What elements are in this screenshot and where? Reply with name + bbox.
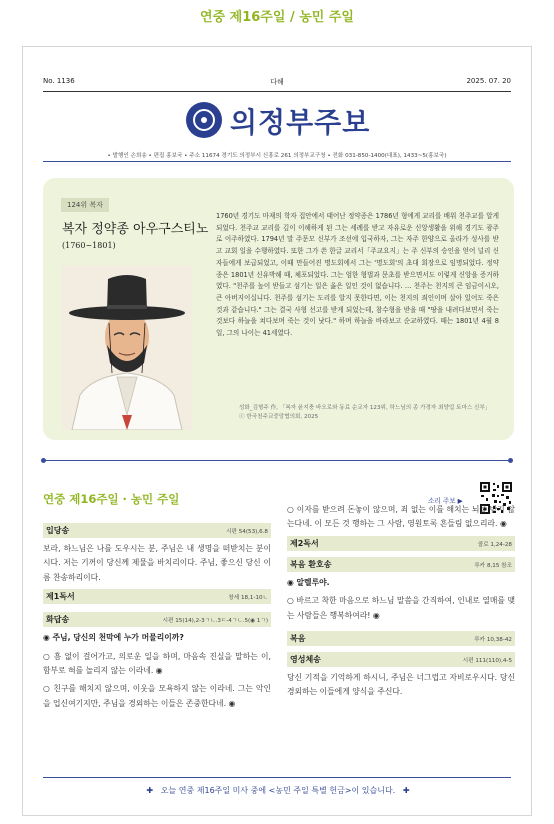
saint-portrait	[62, 265, 192, 430]
credit-artist: 성화_김형주 作, 「복자 윤지충 바오로와 동료 순교자 123위, 하느님의 종 가경자 최양업 토마스 신부」	[239, 405, 491, 411]
issue-date: 2025. 07. 20	[466, 77, 511, 85]
second-reading-header: 제2독서 콜로 1,24-28	[287, 536, 515, 551]
first-reading-header: 제1독서 창세 18,1-10ㄴ	[43, 589, 271, 604]
communion-antiphon-header: 영성체송 시편 111(110),4-5	[287, 652, 515, 667]
bulletin-sheet	[22, 46, 532, 816]
gospel-header: 복음 루카 10,38-42	[287, 631, 515, 646]
saint-years: (1760~1801)	[62, 241, 116, 250]
bulletin-title: 의정부주보	[230, 106, 371, 139]
communion-antiphon-text: 당신 기적을 기억하게 하시니, 주님은 너그럽고 자비로우시다. 당신 경외하는 이들에게 양식을 주신다.	[287, 673, 515, 697]
publisher-line: • 발행인 손희송 • 편집 홍보국 • 주소 11674 경기도 의정부시 신흥로 261 의정부교구청 • 전화 031-850-1400(대표), 1433~5(홍보국)	[107, 153, 447, 159]
announcement-text: 오늘 연중 제16주일 미사 중에 <농민 주일 특별 헌금>이 있습니다.	[160, 786, 396, 795]
psalm-verse-3: ○ 이자를 받으려 돈놓이 않으며, 죄 없는 이를 해치는 뇌물 받지 않는다네. 이 모든 것 행하는 그 사람, 영원토록 흔들림 없으리라. ◉	[287, 505, 515, 529]
masthead	[23, 99, 533, 143]
psalm-header: 화답송 시편 15(14),2-3ㄱㄴ.3ㄷ-4ㄱㄴ.5(◉ 1ㄱ)	[43, 612, 271, 627]
bottom-rule	[43, 777, 511, 778]
mass-right-column	[287, 503, 515, 704]
gospel-acclamation-header: 복음 환호송 루카 8,15 참조	[287, 557, 515, 572]
mass-left-column	[43, 523, 271, 715]
saint-name: 복자 정약종 아우구스티노	[62, 222, 209, 237]
gospel-acclamation-text: ○ 바르고 착한 마음으로 하느님 말씀을 간직하여, 인내로 열매를 맺는 사람들은 행복하여라! ◉	[287, 596, 515, 620]
announcement	[23, 785, 533, 796]
psalm-response: ◉ 주님, 당신의 천막에 누가 머물리이까?	[43, 633, 184, 643]
entrance-antiphon-text: 보라, 하느님은 나를 도우시는 분, 주님은 내 생명을 떠받치는 분이시다. 저는 기꺼이 당신께 제물을 바치리이다. 주님, 좋으신 당신 이름 찬송하리이다.	[43, 544, 271, 582]
meta-row	[43, 77, 511, 89]
cross-icon: ✚	[146, 786, 154, 795]
entrance-antiphon-header: 입당송 시편 54(53),6.8	[43, 523, 271, 538]
top-rule	[43, 91, 511, 92]
liturgical-year: 다해	[270, 78, 284, 86]
saint-credit	[239, 404, 504, 422]
portrait-illustration-icon	[62, 265, 192, 430]
page-caption: 연중 제16주일 / 농민 주일	[200, 10, 354, 25]
diocese-emblem-icon	[186, 102, 222, 138]
psalm-verse-2: ○ 친구를 해치지 않으며, 이웃을 모욕하지 않는 이라네. 그는 악인을 업신여기지만, 주님을 경외하는 이들은 존중한다네. ◉	[43, 684, 271, 708]
saint-biography: 1760년 경기도 마재의 학자 집안에서 태어난 정약종은 1786년 형에게 교리를 배워 천주교를 알게 되었다. 천주교 교리를 깊이 이해하게 된 그는 세례를 받고 자유로운 신앙생활을 위해 경기도 광주로 이주하였다. 1794년 말 주문모 신부가 조선에 입국하자, 그는 자주 한양으로 올라가 성사를 받고 교회 일을 수행하였다. 또한 그가 쓴 한글 교리서「주교요지」는 주 신부의 승인을 얻어 널리 신자들에게 보급되었고, 이때 만들어진 명도회에서 그는 '명도회'의 초대 회장으로 임명되었다. 정약종은 1801년 신유박해 때, 체포되었다. 그는 엄한 형벌과 문초를 받으면서도 이렇게 신앙을 증거하였다. "천주를 높이 받들고 섬기는 일은 옳은 일인 것이 없습니다. … 천주는 천지의 큰 임금이시오, 큰 아버지이십니다. 천주를 섬기는 도리를 알지 못한다면, 이는 천지의 죄인이며 살아 있어도 죽은 것과 같습니다." 그는 결국 사형 선고를 받게 되었는데, 참수형을 받을 때 "땅을 내려다보면서 죽는 것보다 하늘을 쳐다보며 죽는 것이 낫다." 하며 하늘을 바라보고 순교하였다. 때는 1801년 4월 8일, 그의 나이는 41세였다.	[216, 212, 499, 338]
alleluia: ◉ 알렐루야.	[287, 577, 330, 587]
cross-icon: ✚	[402, 786, 410, 795]
section-divider	[43, 460, 511, 461]
saint-feature	[43, 178, 514, 440]
psalm-verse-1: ○ 흠 없이 걸어가고, 의로운 일을 하며, 마음속 진실을 말하는 이, 함부로 혀를 놀리지 않는 이라네. ◉	[43, 651, 271, 676]
issue-number: No. 1136	[43, 77, 75, 85]
credit-copyright: ⓒ 한국천주교중앙협의회, 2025	[239, 414, 319, 420]
masthead-rule	[43, 161, 511, 162]
saint-tag: 124위 복자	[61, 198, 109, 212]
mass-title: 연중 제16주일 · 농민 주일	[43, 492, 180, 506]
audio-bulletin-link[interactable]: 소리 주보 ▶	[428, 497, 463, 505]
